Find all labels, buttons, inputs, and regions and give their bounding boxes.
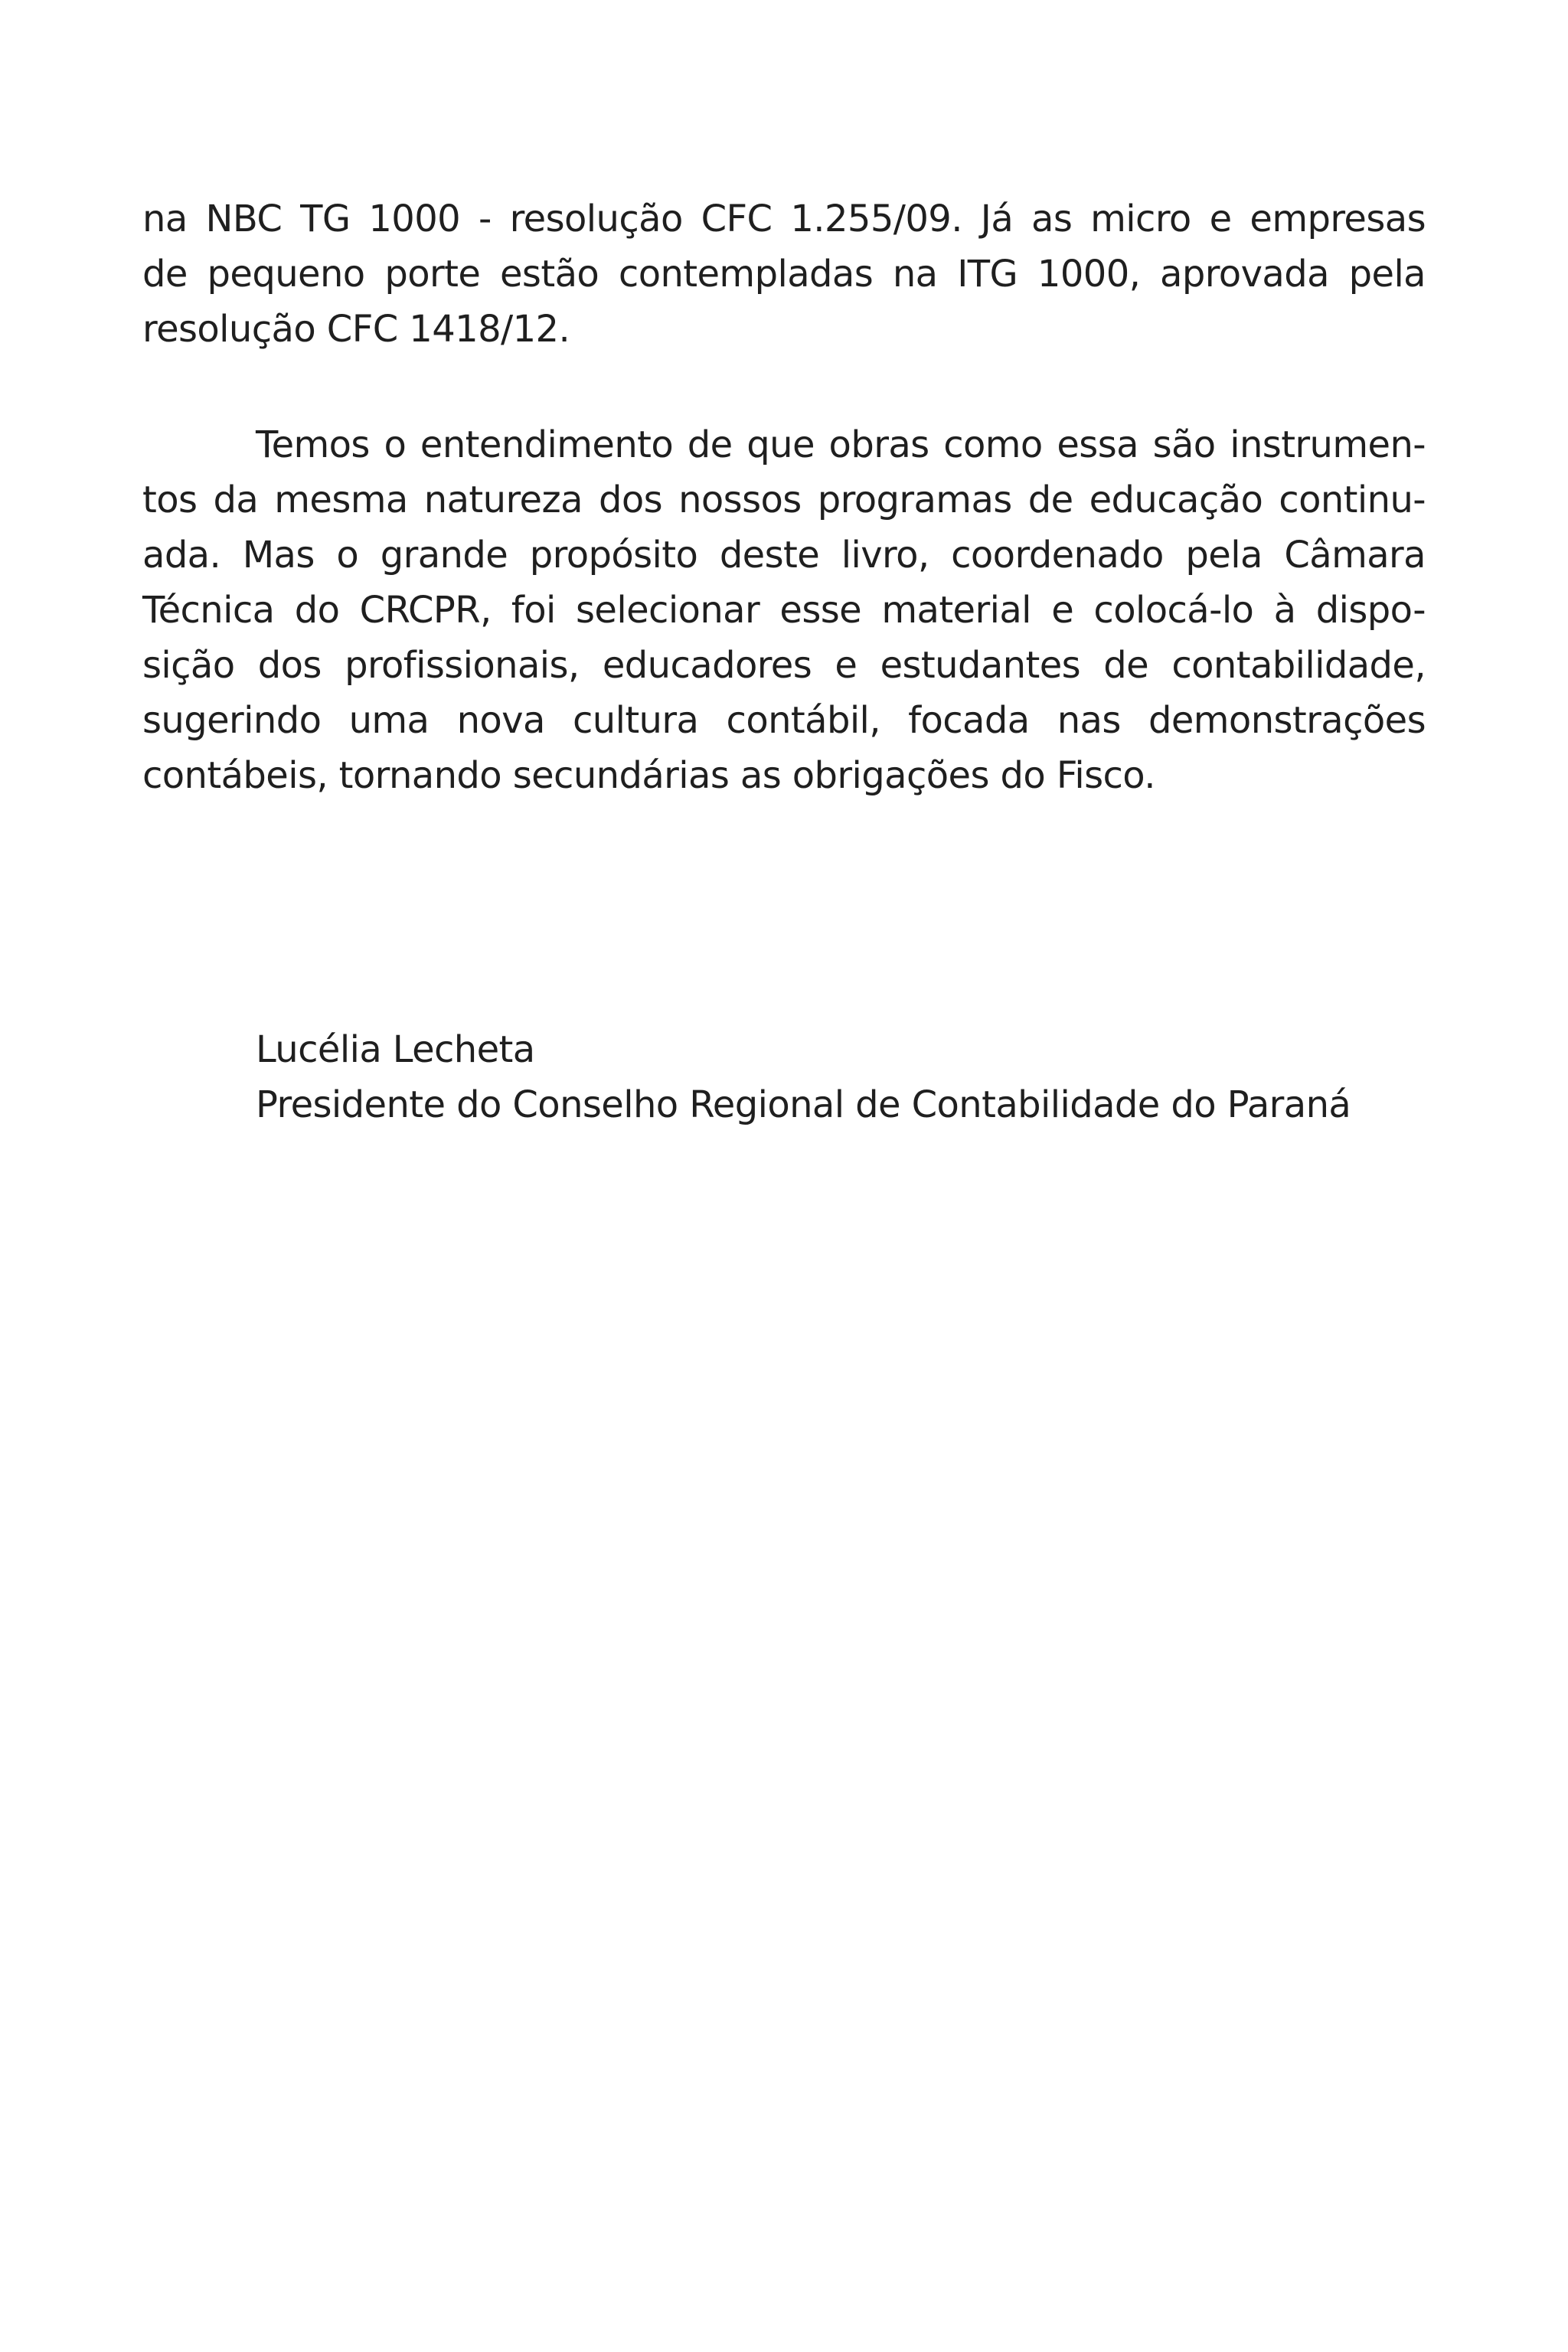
paragraph-line: contábeis, tornando secundárias as obrigações do Fisco. [142,754,1155,797]
paragraph-line: sugerindo uma nova cultura contábil, focada nas demonstrações [142,699,1426,742]
paragraph-line: resolução CFC 1418/12. [142,308,570,351]
paragraph-line: Técnica do CRCPR, foi selecionar esse material e colocá-lo à dispo- [142,589,1426,632]
paragraph-line: sição dos profissionais, educadores e estudantes de contabilidade, [142,644,1426,687]
signature-title: Presidente do Conselho Regional de Contabilidade do Paraná [256,1083,1351,1126]
paragraph-line: de pequeno porte estão contempladas na ITG 1000, aprovada pela [142,253,1426,296]
paragraph-2 [142,417,1426,803]
paragraph-line: Temos o entendimento de que obras como essa são instrumen- [256,423,1426,466]
paragraph-line: tos da mesma natureza dos nossos programas de educação continu- [142,479,1426,521]
signature-name: Lucélia Lecheta [256,1028,535,1071]
signature-block [256,1022,1481,1132]
paragraph-line: na NBC TG 1000 - resolução CFC 1.255/09. Já as micro e empresas [142,198,1426,240]
paragraph-line: ada. Mas o grande propósito deste livro, coordenado pela Câmara [142,534,1426,577]
paragraph-1 [142,191,1426,357]
